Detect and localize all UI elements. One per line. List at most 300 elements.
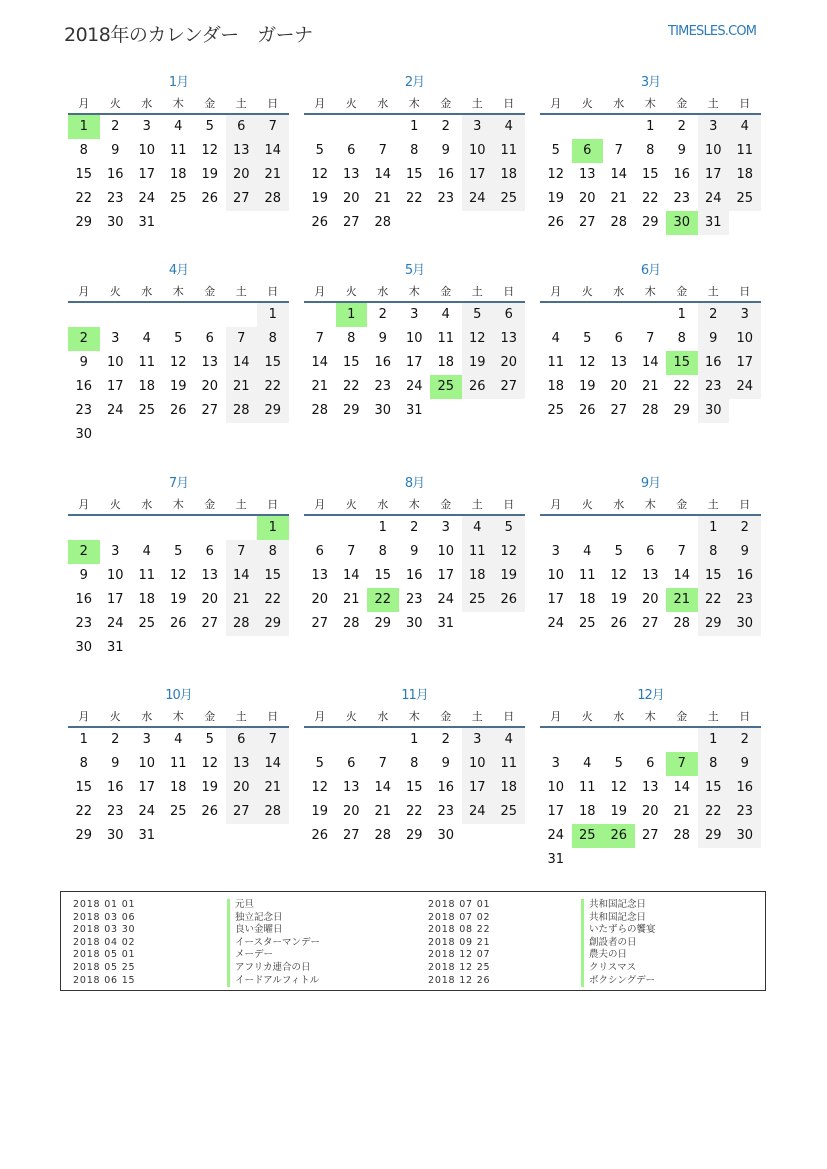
weekday-label: 土 bbox=[235, 498, 247, 511]
day-cell: 5 bbox=[614, 544, 623, 559]
day-cell: 5 bbox=[315, 143, 324, 158]
day-cell: 28 bbox=[641, 403, 659, 418]
holiday-date: 2018 01 01 bbox=[73, 899, 136, 910]
holiday-name: メーデー bbox=[227, 949, 273, 962]
day-cell: 26 bbox=[201, 191, 219, 206]
day-cell: 18 bbox=[578, 592, 596, 607]
day-cell: 28 bbox=[257, 800, 289, 824]
day-cell: 24 bbox=[437, 592, 455, 607]
day-cell: 25 bbox=[547, 403, 565, 418]
day-cell: 17 bbox=[547, 804, 565, 819]
day-cell: 27 bbox=[226, 800, 258, 824]
day-cell: 13 bbox=[226, 752, 258, 776]
holiday-date: 2018 04 02 bbox=[73, 936, 136, 948]
weekday-label: 木 bbox=[408, 285, 420, 298]
month-name: 11月 bbox=[401, 688, 428, 703]
day-cell: 23 bbox=[374, 379, 392, 394]
empty-cell bbox=[635, 728, 667, 752]
day-cell: 12 bbox=[610, 780, 628, 795]
day-cell: 9 bbox=[729, 540, 761, 564]
day-cell: 3 bbox=[729, 303, 761, 327]
day-cell: 21 bbox=[673, 804, 691, 819]
day-cell: 1 bbox=[677, 307, 686, 322]
day-cell: 20 bbox=[226, 776, 258, 800]
weekday-label: 水 bbox=[377, 710, 389, 723]
day-cell: 15 bbox=[257, 564, 289, 588]
weekday-label: 土 bbox=[707, 97, 719, 110]
day-grid bbox=[304, 303, 525, 423]
day-cell: 18 bbox=[138, 592, 156, 607]
day-cell: 15 bbox=[405, 780, 423, 795]
weekday-label: 火 bbox=[109, 97, 121, 110]
day-cell: 10 bbox=[138, 756, 156, 771]
day-cell: 16 bbox=[698, 351, 730, 375]
empty-cell bbox=[336, 516, 368, 540]
day-cell: 13 bbox=[201, 355, 219, 370]
day-cell: 31 bbox=[106, 640, 124, 655]
day-cell: 16 bbox=[437, 780, 455, 795]
empty-cell bbox=[603, 728, 635, 752]
day-cell: 24 bbox=[138, 804, 156, 819]
holiday-name: イードアルフィトル bbox=[227, 975, 319, 988]
month-name: 4月 bbox=[168, 263, 189, 278]
day-cell: 21 bbox=[610, 191, 628, 206]
day-cell: 11 bbox=[547, 355, 565, 370]
empty-cell bbox=[304, 303, 336, 327]
month-block bbox=[304, 685, 525, 848]
empty-cell bbox=[367, 728, 399, 752]
day-cell: 26 bbox=[169, 403, 187, 418]
weekday-label: 水 bbox=[377, 498, 389, 511]
day-cell: 12 bbox=[201, 143, 219, 158]
day-cell: 28 bbox=[673, 828, 691, 843]
day-cell: 27 bbox=[226, 187, 258, 211]
holiday-name: クリスマス bbox=[581, 962, 636, 975]
day-cell: 23 bbox=[75, 403, 93, 418]
day-cell: 29 bbox=[374, 616, 392, 631]
weekday-label: 火 bbox=[581, 498, 593, 511]
day-cell: 8 bbox=[646, 143, 655, 158]
month-block bbox=[304, 72, 525, 235]
day-cell: 1 bbox=[79, 732, 88, 747]
day-cell: 4 bbox=[583, 544, 592, 559]
weekday-label: 水 bbox=[141, 498, 153, 511]
holiday-date: 2018 08 22 bbox=[428, 924, 491, 936]
empty-cell bbox=[304, 728, 336, 752]
day-cell: 2 bbox=[729, 728, 761, 752]
day-cell: 2 bbox=[378, 307, 387, 322]
day-cell: 23 bbox=[698, 375, 730, 399]
weekday-header bbox=[304, 707, 525, 728]
day-cell: 21 bbox=[374, 804, 392, 819]
day-cell: 7 bbox=[378, 756, 387, 771]
holiday-cell: 25 bbox=[430, 375, 462, 399]
day-cell: 22 bbox=[673, 379, 691, 394]
weekday-header bbox=[540, 282, 761, 303]
weekday-header bbox=[304, 495, 525, 516]
weekday-label: 月 bbox=[314, 498, 326, 511]
holiday-cell: 22 bbox=[367, 588, 399, 612]
day-cell: 27 bbox=[493, 375, 525, 399]
day-cell: 23 bbox=[106, 191, 124, 206]
day-cell: 9 bbox=[677, 143, 686, 158]
day-cell: 22 bbox=[405, 191, 423, 206]
day-cell: 23 bbox=[673, 191, 691, 206]
day-cell: 22 bbox=[257, 588, 289, 612]
weekday-label: 木 bbox=[644, 285, 656, 298]
day-cell: 15 bbox=[75, 780, 93, 795]
weekday-header bbox=[68, 282, 289, 303]
empty-cell bbox=[572, 728, 604, 752]
day-cell: 15 bbox=[405, 167, 423, 182]
day-cell: 29 bbox=[698, 612, 730, 636]
empty-cell bbox=[540, 728, 572, 752]
day-cell: 18 bbox=[169, 167, 187, 182]
day-cell: 19 bbox=[201, 167, 219, 182]
month-block bbox=[68, 260, 289, 447]
day-cell: 13 bbox=[311, 568, 329, 583]
empty-cell bbox=[603, 115, 635, 139]
weekday-label: 日 bbox=[503, 97, 515, 110]
day-cell: 27 bbox=[342, 215, 360, 230]
day-cell: 12 bbox=[311, 167, 329, 182]
day-cell: 15 bbox=[698, 776, 730, 800]
month-name: 9月 bbox=[640, 476, 661, 491]
day-cell: 17 bbox=[437, 568, 455, 583]
day-cell: 1 bbox=[378, 520, 387, 535]
day-cell: 28 bbox=[226, 399, 258, 423]
empty-cell bbox=[572, 516, 604, 540]
day-cell: 14 bbox=[342, 568, 360, 583]
holiday-list bbox=[60, 891, 766, 991]
day-cell: 25 bbox=[462, 588, 494, 612]
page-title: 2018年のカレンダー ガーナ bbox=[64, 24, 313, 46]
day-cell: 14 bbox=[226, 351, 258, 375]
day-cell: 27 bbox=[578, 215, 596, 230]
holiday-cell: 30 bbox=[666, 211, 698, 235]
weekday-label: 土 bbox=[235, 285, 247, 298]
day-cell: 31 bbox=[138, 828, 156, 843]
day-cell: 4 bbox=[493, 728, 525, 752]
weekday-label: 日 bbox=[267, 710, 279, 723]
day-cell: 11 bbox=[169, 756, 187, 771]
day-grid bbox=[68, 728, 289, 848]
day-cell: 30 bbox=[374, 403, 392, 418]
day-cell: 31 bbox=[437, 616, 455, 631]
holiday-date: 2018 05 01 bbox=[73, 949, 136, 961]
day-cell: 4 bbox=[142, 544, 151, 559]
holiday-cell: 25 bbox=[572, 824, 604, 848]
day-cell: 16 bbox=[405, 568, 423, 583]
empty-cell bbox=[163, 516, 195, 540]
month-name: 6月 bbox=[640, 263, 661, 278]
weekday-label: 木 bbox=[408, 498, 420, 511]
holiday-cell: 2 bbox=[68, 540, 100, 564]
weekday-label: 月 bbox=[78, 285, 90, 298]
day-cell: 10 bbox=[698, 139, 730, 163]
holiday-date: 2018 03 30 bbox=[73, 924, 136, 936]
day-cell: 18 bbox=[547, 379, 565, 394]
day-cell: 29 bbox=[641, 215, 659, 230]
day-cell: 11 bbox=[138, 355, 156, 370]
day-cell: 9 bbox=[441, 143, 450, 158]
day-cell: 22 bbox=[75, 191, 93, 206]
holiday-cell: 6 bbox=[572, 139, 604, 163]
day-cell: 17 bbox=[698, 163, 730, 187]
day-cell: 26 bbox=[311, 828, 329, 843]
day-cell: 28 bbox=[610, 215, 628, 230]
empty-cell bbox=[163, 303, 195, 327]
day-cell: 28 bbox=[673, 616, 691, 631]
holiday-date: 2018 05 25 bbox=[73, 962, 136, 973]
day-cell: 18 bbox=[493, 163, 525, 187]
weekday-header bbox=[304, 282, 525, 303]
empty-cell bbox=[304, 516, 336, 540]
day-cell: 8 bbox=[410, 143, 419, 158]
day-cell: 22 bbox=[257, 375, 289, 399]
day-cell: 12 bbox=[201, 756, 219, 771]
day-cell: 31 bbox=[405, 403, 423, 418]
weekday-label: 月 bbox=[550, 97, 562, 110]
day-cell: 22 bbox=[75, 804, 93, 819]
day-cell: 30 bbox=[106, 215, 124, 230]
day-cell: 8 bbox=[410, 756, 419, 771]
weekday-header bbox=[68, 94, 289, 115]
weekday-label: 木 bbox=[644, 498, 656, 511]
day-cell: 29 bbox=[673, 403, 691, 418]
day-cell: 2 bbox=[677, 119, 686, 134]
day-cell: 9 bbox=[378, 331, 387, 346]
day-cell: 24 bbox=[405, 379, 423, 394]
day-cell: 4 bbox=[583, 756, 592, 771]
day-cell: 29 bbox=[698, 824, 730, 848]
day-cell: 2 bbox=[111, 732, 120, 747]
day-cell: 24 bbox=[729, 375, 761, 399]
day-cell: 14 bbox=[673, 780, 691, 795]
empty-cell bbox=[635, 516, 667, 540]
day-cell: 5 bbox=[174, 544, 183, 559]
day-cell: 19 bbox=[578, 379, 596, 394]
day-cell: 17 bbox=[106, 592, 124, 607]
day-cell: 5 bbox=[614, 756, 623, 771]
day-cell: 20 bbox=[201, 592, 219, 607]
day-cell: 18 bbox=[578, 804, 596, 819]
day-cell: 25 bbox=[138, 616, 156, 631]
day-cell: 19 bbox=[610, 592, 628, 607]
weekday-label: 月 bbox=[314, 285, 326, 298]
empty-cell bbox=[131, 303, 163, 327]
day-cell: 21 bbox=[641, 379, 659, 394]
day-cell: 25 bbox=[493, 800, 525, 824]
day-cell: 6 bbox=[205, 544, 214, 559]
day-cell: 14 bbox=[226, 564, 258, 588]
weekday-label: 火 bbox=[109, 498, 121, 511]
day-cell: 16 bbox=[374, 355, 392, 370]
day-cell: 24 bbox=[106, 616, 124, 631]
holiday-cell: 15 bbox=[666, 351, 698, 375]
day-cell: 6 bbox=[646, 756, 655, 771]
day-cell: 11 bbox=[493, 752, 525, 776]
weekday-header bbox=[540, 495, 761, 516]
day-cell: 2 bbox=[698, 303, 730, 327]
weekday-label: 水 bbox=[613, 498, 625, 511]
weekday-label: 金 bbox=[440, 97, 452, 110]
holiday-name: ボクシングデー bbox=[581, 975, 655, 988]
day-cell: 17 bbox=[405, 355, 423, 370]
day-cell: 18 bbox=[462, 564, 494, 588]
day-grid bbox=[68, 303, 289, 447]
day-cell: 30 bbox=[75, 640, 93, 655]
day-cell: 17 bbox=[138, 167, 156, 182]
day-cell: 12 bbox=[493, 540, 525, 564]
day-cell: 6 bbox=[315, 544, 324, 559]
day-cell: 24 bbox=[462, 187, 494, 211]
day-cell: 19 bbox=[169, 379, 187, 394]
day-cell: 3 bbox=[142, 732, 151, 747]
day-cell: 25 bbox=[169, 191, 187, 206]
weekday-label: 日 bbox=[267, 285, 279, 298]
day-cell: 7 bbox=[226, 540, 258, 564]
site-logo[interactable]: TIMESLES.COM bbox=[668, 24, 757, 39]
day-cell: 3 bbox=[142, 119, 151, 134]
weekday-label: 水 bbox=[613, 710, 625, 723]
weekday-label: 土 bbox=[471, 710, 483, 723]
empty-cell bbox=[666, 516, 698, 540]
day-cell: 4 bbox=[441, 307, 450, 322]
day-cell: 14 bbox=[673, 568, 691, 583]
day-cell: 14 bbox=[641, 355, 659, 370]
holiday-name: 良い金曜日 bbox=[227, 924, 283, 937]
empty-cell bbox=[68, 303, 100, 327]
day-cell: 22 bbox=[698, 800, 730, 824]
day-cell: 20 bbox=[342, 804, 360, 819]
weekday-label: 月 bbox=[78, 97, 90, 110]
day-cell: 2 bbox=[729, 516, 761, 540]
day-cell: 7 bbox=[226, 327, 258, 351]
empty-cell bbox=[603, 516, 635, 540]
day-cell: 14 bbox=[374, 780, 392, 795]
day-grid bbox=[304, 728, 525, 848]
day-cell: 6 bbox=[614, 331, 623, 346]
weekday-label: 木 bbox=[172, 710, 184, 723]
day-cell: 16 bbox=[106, 167, 124, 182]
day-cell: 12 bbox=[169, 355, 187, 370]
day-cell: 23 bbox=[75, 616, 93, 631]
day-cell: 13 bbox=[493, 327, 525, 351]
day-cell: 18 bbox=[493, 776, 525, 800]
weekday-label: 水 bbox=[613, 285, 625, 298]
empty-cell bbox=[100, 303, 132, 327]
day-cell: 3 bbox=[111, 331, 120, 346]
day-cell: 15 bbox=[257, 351, 289, 375]
day-cell: 10 bbox=[547, 568, 565, 583]
weekday-label: 木 bbox=[172, 498, 184, 511]
day-grid bbox=[540, 115, 761, 235]
day-cell: 13 bbox=[578, 167, 596, 182]
day-cell: 14 bbox=[311, 355, 329, 370]
weekday-label: 金 bbox=[204, 710, 216, 723]
weekday-label: 月 bbox=[314, 97, 326, 110]
weekday-label: 金 bbox=[440, 498, 452, 511]
weekday-label: 金 bbox=[204, 97, 216, 110]
empty-cell bbox=[131, 516, 163, 540]
day-cell: 30 bbox=[75, 427, 93, 442]
empty-cell bbox=[68, 516, 100, 540]
day-cell: 10 bbox=[462, 752, 494, 776]
holiday-name: いたずらの饗宴 bbox=[581, 924, 656, 937]
day-cell: 19 bbox=[311, 804, 329, 819]
day-cell: 13 bbox=[610, 355, 628, 370]
day-cell: 17 bbox=[106, 379, 124, 394]
weekday-label: 水 bbox=[141, 710, 153, 723]
weekday-label: 日 bbox=[503, 285, 515, 298]
day-cell: 1 bbox=[410, 119, 419, 134]
weekday-label: 月 bbox=[550, 498, 562, 511]
day-cell: 12 bbox=[578, 355, 596, 370]
day-cell: 6 bbox=[493, 303, 525, 327]
empty-cell bbox=[304, 115, 336, 139]
day-cell: 21 bbox=[226, 375, 258, 399]
day-cell: 13 bbox=[342, 780, 360, 795]
holiday-cell: 2 bbox=[68, 327, 100, 351]
day-cell: 27 bbox=[342, 828, 360, 843]
day-cell: 17 bbox=[462, 163, 494, 187]
month-block bbox=[304, 260, 525, 423]
day-cell: 14 bbox=[374, 167, 392, 182]
weekday-header bbox=[68, 707, 289, 728]
empty-cell bbox=[226, 303, 258, 327]
day-cell: 4 bbox=[142, 331, 151, 346]
day-cell: 11 bbox=[578, 568, 596, 583]
weekday-label: 水 bbox=[141, 97, 153, 110]
holiday-date: 2018 09 21 bbox=[428, 936, 491, 948]
day-cell: 4 bbox=[493, 115, 525, 139]
empty-cell bbox=[226, 516, 258, 540]
day-cell: 7 bbox=[347, 544, 356, 559]
weekday-label: 金 bbox=[440, 285, 452, 298]
weekday-label: 金 bbox=[676, 285, 688, 298]
day-cell: 5 bbox=[583, 331, 592, 346]
day-cell: 14 bbox=[610, 167, 628, 182]
weekday-label: 火 bbox=[581, 285, 593, 298]
day-cell: 3 bbox=[698, 115, 730, 139]
day-cell: 25 bbox=[729, 187, 761, 211]
weekday-label: 水 bbox=[377, 97, 389, 110]
day-cell: 1 bbox=[410, 732, 419, 747]
day-cell: 21 bbox=[342, 592, 360, 607]
day-cell: 5 bbox=[174, 331, 183, 346]
day-cell: 31 bbox=[138, 215, 156, 230]
day-cell: 26 bbox=[547, 215, 565, 230]
day-cell: 28 bbox=[374, 215, 392, 230]
month-name: 7月 bbox=[168, 476, 189, 491]
weekday-label: 水 bbox=[613, 97, 625, 110]
day-cell: 22 bbox=[405, 804, 423, 819]
month-block bbox=[540, 685, 761, 872]
day-cell: 9 bbox=[410, 544, 419, 559]
day-cell: 2 bbox=[441, 732, 450, 747]
day-cell: 10 bbox=[138, 143, 156, 158]
empty-cell bbox=[194, 303, 226, 327]
month-block bbox=[304, 473, 525, 636]
holiday-date: 2018 07 02 bbox=[428, 911, 491, 923]
empty-cell bbox=[100, 516, 132, 540]
day-cell: 11 bbox=[462, 540, 494, 564]
day-cell: 4 bbox=[174, 732, 183, 747]
day-cell: 20 bbox=[201, 379, 219, 394]
weekday-label: 金 bbox=[204, 498, 216, 511]
day-cell: 23 bbox=[106, 804, 124, 819]
